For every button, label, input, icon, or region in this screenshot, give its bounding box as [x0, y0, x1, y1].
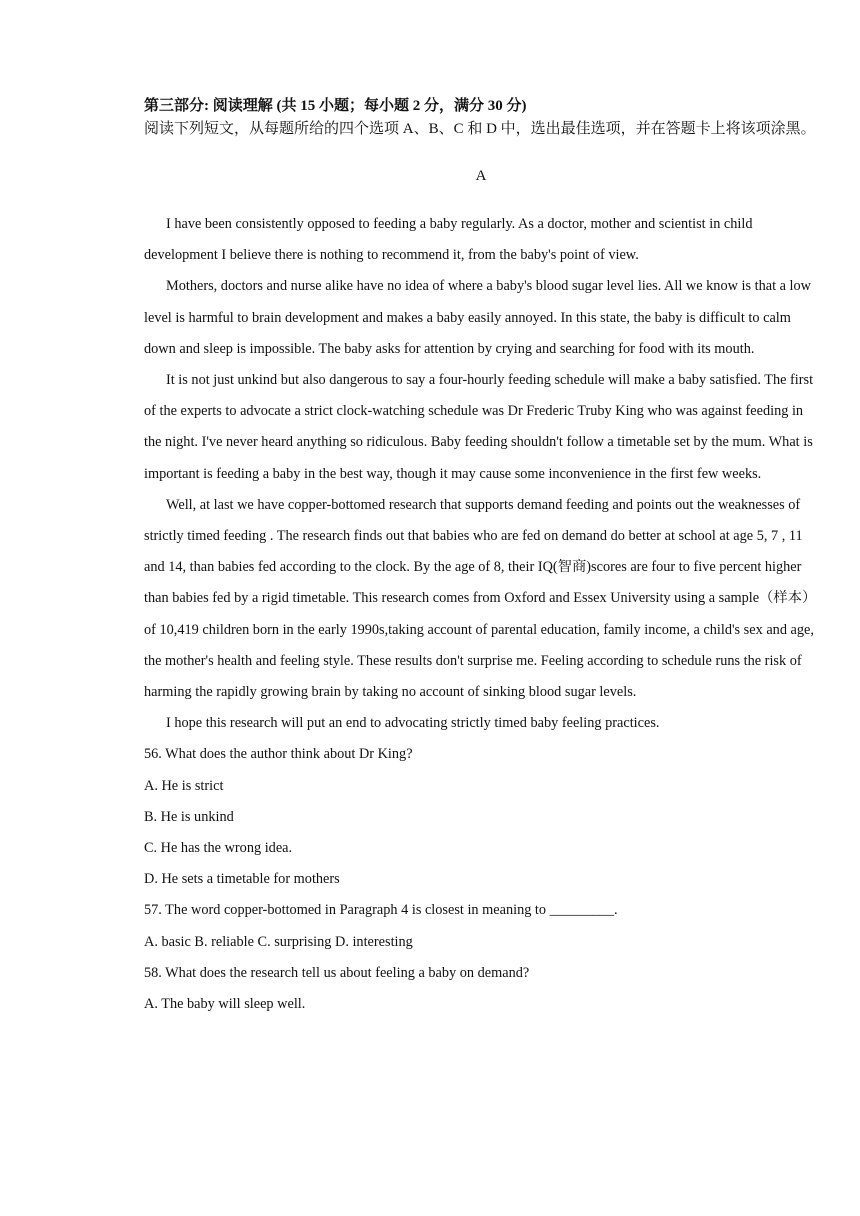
question-58-stem: 58. What does the research tell us about feeling a baby on demand?: [144, 964, 530, 981]
question-58-option-a: A. The baby will sleep well.: [144, 996, 306, 1013]
question-56-option-a: A. He is strict: [144, 777, 224, 794]
question-56-option-d: D. He sets a timetable for mothers: [144, 871, 340, 888]
paragraph-2: Mothers, doctors and nurse alike have no idea of where a baby's blood sugar level lies. All we know is that a low level is harmful to brain development and makes a baby easily annoyed. In this state, the baby is difficult to calm down and sleep is impossible. The baby asks for attention by crying and searching for food with its mouth.: [144, 278, 811, 357]
question-56-stem: 56. What does the author think about Dr King?: [144, 746, 413, 763]
paragraph-3: It is not just unkind but also dangerous to say a four-hourly feeding schedule will make a baby satisfied. The first of the experts to advocate a strict clock-watching schedule was Dr Frederic Truby King who was against feeding in the night. I've never heard anything so ridiculous. Baby feeding shouldn't follow a timetable set by the mum. What is important is feeding a baby in the best way, though it may cause some inconvenience in the first few weeks.: [144, 372, 814, 482]
question-57-stem: 57. The word copper-bottomed in Paragraph 4 is closest in meaning to _________.: [144, 902, 618, 919]
paragraph-4: Well, at last we have copper-bottomed research that supports demand feeding and points out the weaknesses of strictly timed feeding . The research finds out that babies who are fed on demand do better at school at age 5, 7 , 11 and 14, than babies fed according to the clock. By the age of 8, their IQ(智商)scores are four to five percent higher than babies fed by a rigid timetable. This research comes from Oxford and Essex University using a sample（样本）of 10,419 children born in the early 1990s,taking account of parental education, family income, a child's sex and age, the mother's health and feeling style. These results don't surprise me. Feeling according to schedule runs the risk of harming the rapidly growing brain by taking no account of sinking blood sugar levels.: [144, 496, 817, 701]
question-56-option-c: C. He has the wrong idea.: [144, 840, 293, 857]
passage-letter: A: [475, 168, 487, 184]
question-56-option-b: B. He is unkind: [144, 808, 234, 825]
section-heading: 第三部分: 阅读理解 (共 15 小题；每小题 2 分，满分 30 分): [144, 98, 527, 114]
section-instruction: 阅读下列短文，从每题所给的四个选项 A、B、C 和 D 中，选出最佳选项，并在答题卡上将该项涂黑。: [144, 121, 816, 137]
question-57-options: A. basic B. reliable C. surprising D. interesting: [144, 933, 413, 950]
paragraph-1: I have been consistently opposed to feeding a baby regularly. As a doctor, mother and scientist in child development I believe there is nothing to recommend it, from the baby's point of view.: [144, 216, 753, 264]
paragraph-5: I hope this research will put an end to advocating strictly timed baby feeling practices.: [166, 715, 660, 732]
passage-body: [144, 209, 824, 1020]
